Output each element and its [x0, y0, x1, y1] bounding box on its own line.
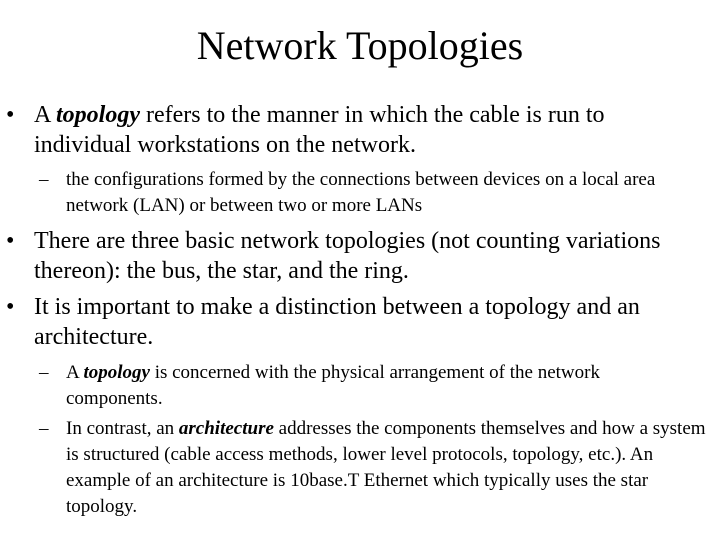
dash-marker: –: [39, 362, 49, 383]
emphasis-architecture: architecture: [178, 418, 274, 439]
text-fragment: addresses the components themselves and how a system is structured (cable access methods, lower level protocols, topology, etc.). An example of an architecture is 10base.T Ethernet which typically uses the star topology.: [66, 418, 706, 517]
text-fragment: refers to the manner in which the cable is run to individual workstations on the network.: [34, 102, 605, 158]
bullet-topology-vs-architecture: [6, 292, 714, 352]
subbullet-architecture: [39, 416, 706, 520]
subbullet-text: [66, 360, 666, 412]
bullet-marker: •: [6, 102, 15, 128]
text-fragment: A: [34, 102, 57, 128]
bullet-text: It is important to make a distinction between a topology and an architecture.: [34, 294, 640, 350]
subbullet-configurations: [39, 167, 714, 219]
dash-marker: –: [39, 169, 49, 190]
emphasis-topology: topology: [83, 362, 150, 383]
slide-title: Network Topologies: [196, 23, 524, 68]
emphasis-topology: topology: [56, 102, 141, 128]
subbullet-text: [66, 416, 706, 520]
text-fragment: is concerned with the physical arrangement of the network components.: [66, 362, 600, 409]
bullet-marker: •: [6, 228, 15, 254]
bullet-three-topologies: [6, 226, 706, 286]
subbullet-topology-physical: [39, 360, 666, 412]
bullet-topology-definition: [6, 100, 706, 160]
bullet-marker: •: [6, 294, 15, 320]
bullet-text: [34, 100, 706, 160]
text-fragment: In contrast, an: [66, 418, 179, 439]
subbullet-text: the configurations formed by the connections between devices on a local area network (LAN) or between two or more LANs: [66, 169, 656, 216]
text-fragment: A: [66, 362, 84, 383]
dash-marker: –: [39, 418, 49, 439]
bullet-text: There are three basic network topologies (not counting variations thereon): the bus, the star, and the ring.: [34, 228, 661, 284]
